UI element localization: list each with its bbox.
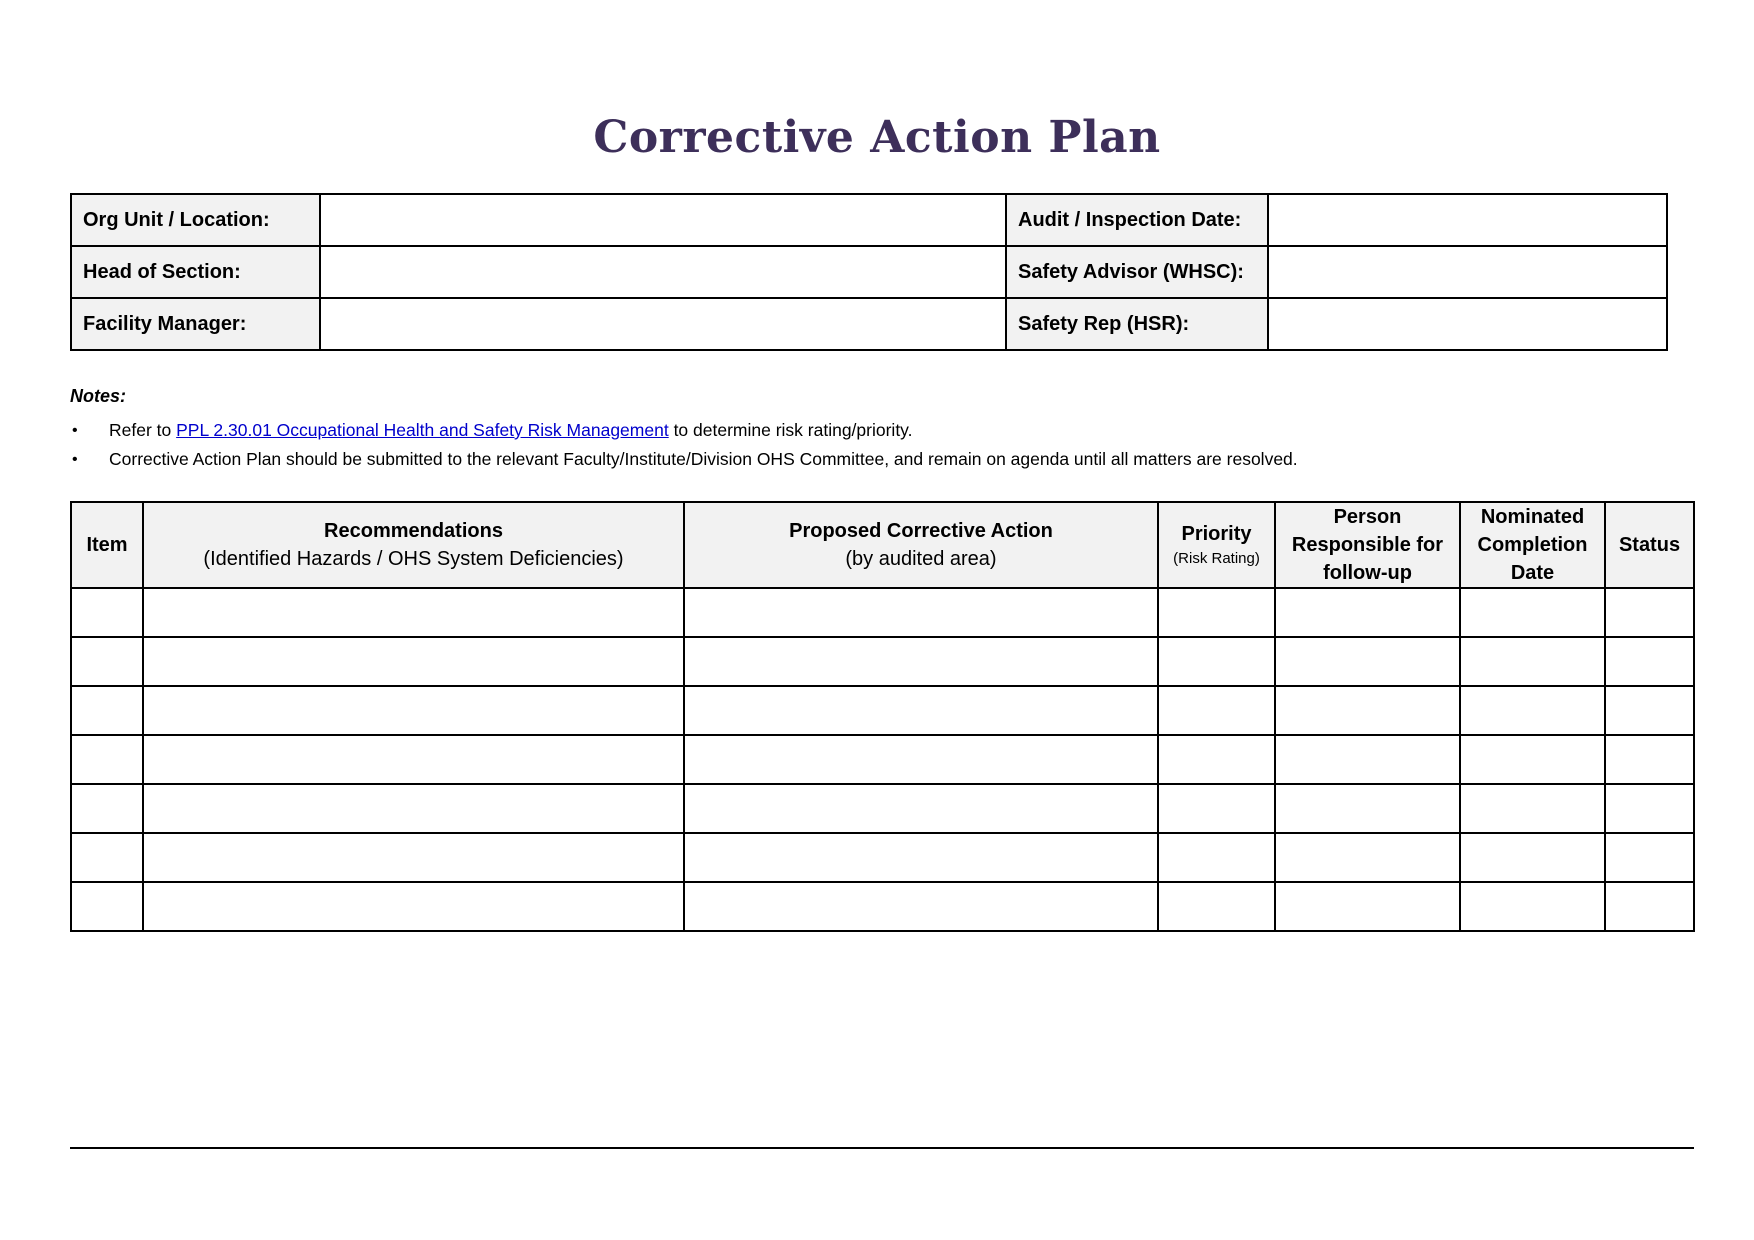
priority-cell[interactable] xyxy=(1158,784,1275,833)
priority-cell[interactable] xyxy=(1158,588,1275,637)
audit-date-label: Audit / Inspection Date: xyxy=(1006,194,1268,246)
status-cell[interactable] xyxy=(1605,882,1694,931)
person-responsible-cell[interactable] xyxy=(1275,588,1460,637)
table-row xyxy=(71,784,1694,833)
info-row-facility-manager xyxy=(71,298,1667,350)
person-responsible-cell[interactable] xyxy=(1275,833,1460,882)
person-responsible-cell[interactable] xyxy=(1275,735,1460,784)
recommendation-cell[interactable] xyxy=(143,784,684,833)
table-row xyxy=(71,833,1694,882)
recommendation-cell[interactable] xyxy=(143,686,684,735)
item-cell[interactable] xyxy=(71,637,143,686)
item-cell[interactable] xyxy=(71,833,143,882)
table-body xyxy=(71,588,1694,931)
recommendation-cell[interactable] xyxy=(143,735,684,784)
completion-date-cell[interactable] xyxy=(1460,735,1605,784)
safety-rep-label: Safety Rep (HSR): xyxy=(1006,298,1268,350)
priority-cell[interactable] xyxy=(1158,686,1275,735)
person-responsible-cell[interactable] xyxy=(1275,882,1460,931)
header-priority-sub: (Risk Rating) xyxy=(1173,550,1260,567)
item-cell[interactable] xyxy=(71,686,143,735)
header-proposed-action: Proposed Corrective Action (by audited area) xyxy=(684,502,1158,588)
facility-manager-field[interactable] xyxy=(320,298,1006,350)
recommendation-cell[interactable] xyxy=(143,588,684,637)
item-cell[interactable] xyxy=(71,588,143,637)
recommendation-cell[interactable] xyxy=(143,637,684,686)
status-cell[interactable] xyxy=(1605,686,1694,735)
safety-advisor-field[interactable] xyxy=(1268,246,1667,298)
completion-date-cell[interactable] xyxy=(1460,784,1605,833)
status-cell[interactable] xyxy=(1605,784,1694,833)
table-row xyxy=(71,588,1694,637)
header-priority: Priority (Risk Rating) xyxy=(1158,502,1275,588)
header-completion-date: Nominated Completion Date xyxy=(1460,502,1605,588)
table-header-row xyxy=(71,502,1694,588)
corrective-action-cell[interactable] xyxy=(684,686,1158,735)
header-recommendations: Recommendations (Identified Hazards / OHS System Deficiencies) xyxy=(143,502,684,588)
bullet-icon: • xyxy=(72,422,78,439)
status-cell[interactable] xyxy=(1605,735,1694,784)
person-responsible-cell[interactable] xyxy=(1275,686,1460,735)
org-unit-field[interactable] xyxy=(320,194,1006,246)
policy-link[interactable]: PPL 2.30.01 Occupational Health and Safety Risk Management xyxy=(176,420,669,440)
table-row xyxy=(71,735,1694,784)
table-row xyxy=(71,882,1694,931)
corrective-action-cell[interactable] xyxy=(684,833,1158,882)
page-title: Corrective Action Plan xyxy=(593,112,1161,163)
completion-date-cell[interactable] xyxy=(1460,882,1605,931)
safety-rep-field[interactable] xyxy=(1268,298,1667,350)
bullet-icon: • xyxy=(72,451,78,468)
item-cell[interactable] xyxy=(71,882,143,931)
header-status: Status xyxy=(1605,502,1694,588)
header-item: Item xyxy=(71,502,143,588)
note-text-prefix: Refer to xyxy=(109,420,177,440)
facility-manager-label: Facility Manager: xyxy=(71,298,320,350)
header-proposed-action-sub: (by audited area) xyxy=(845,548,997,570)
recommendation-cell[interactable] xyxy=(143,833,684,882)
org-unit-label: Org Unit / Location: xyxy=(71,194,320,246)
person-responsible-cell[interactable] xyxy=(1275,637,1460,686)
priority-cell[interactable] xyxy=(1158,833,1275,882)
info-row-head-of-section xyxy=(71,246,1667,298)
item-cell[interactable] xyxy=(71,735,143,784)
footer-divider xyxy=(70,1147,1694,1149)
note-text-suffix: to determine risk rating/priority. xyxy=(668,420,913,440)
info-row-org-unit xyxy=(71,194,1667,246)
completion-date-cell[interactable] xyxy=(1460,833,1605,882)
audit-date-field[interactable] xyxy=(1268,194,1667,246)
priority-cell[interactable] xyxy=(1158,735,1275,784)
corrective-action-cell[interactable] xyxy=(684,882,1158,931)
notes-heading: Notes: xyxy=(70,386,127,406)
header-recommendations-sub: (Identified Hazards / OHS System Deficiencies) xyxy=(203,548,624,570)
completion-date-cell[interactable] xyxy=(1460,686,1605,735)
status-cell[interactable] xyxy=(1605,588,1694,637)
status-cell[interactable] xyxy=(1605,833,1694,882)
completion-date-cell[interactable] xyxy=(1460,588,1605,637)
corrective-action-cell[interactable] xyxy=(684,588,1158,637)
header-person-responsible: Person Responsible for follow-up xyxy=(1275,502,1460,588)
corrective-action-cell[interactable] xyxy=(684,735,1158,784)
head-of-section-label: Head of Section: xyxy=(71,246,320,298)
item-cell[interactable] xyxy=(71,784,143,833)
corrective-action-cell[interactable] xyxy=(684,637,1158,686)
head-of-section-field[interactable] xyxy=(320,246,1006,298)
corrective-action-table xyxy=(70,501,1695,932)
recommendation-cell[interactable] xyxy=(143,882,684,931)
table-row xyxy=(71,637,1694,686)
status-cell[interactable] xyxy=(1605,637,1694,686)
completion-date-cell[interactable] xyxy=(1460,637,1605,686)
priority-cell[interactable] xyxy=(1158,882,1275,931)
table-row xyxy=(71,686,1694,735)
note-text: Corrective Action Plan should be submitted to the relevant Faculty/Institute/Division OHS Committee, and remain on agenda until all matters are resolved. xyxy=(109,449,1298,469)
priority-cell[interactable] xyxy=(1158,637,1275,686)
safety-advisor-label: Safety Advisor (WHSC): xyxy=(1006,246,1268,298)
note-item-risk-rating xyxy=(70,416,1690,445)
person-responsible-cell[interactable] xyxy=(1275,784,1460,833)
corrective-action-cell[interactable] xyxy=(684,784,1158,833)
note-item-submission xyxy=(70,445,1690,474)
notes-list xyxy=(70,416,1690,474)
info-table xyxy=(70,193,1668,351)
